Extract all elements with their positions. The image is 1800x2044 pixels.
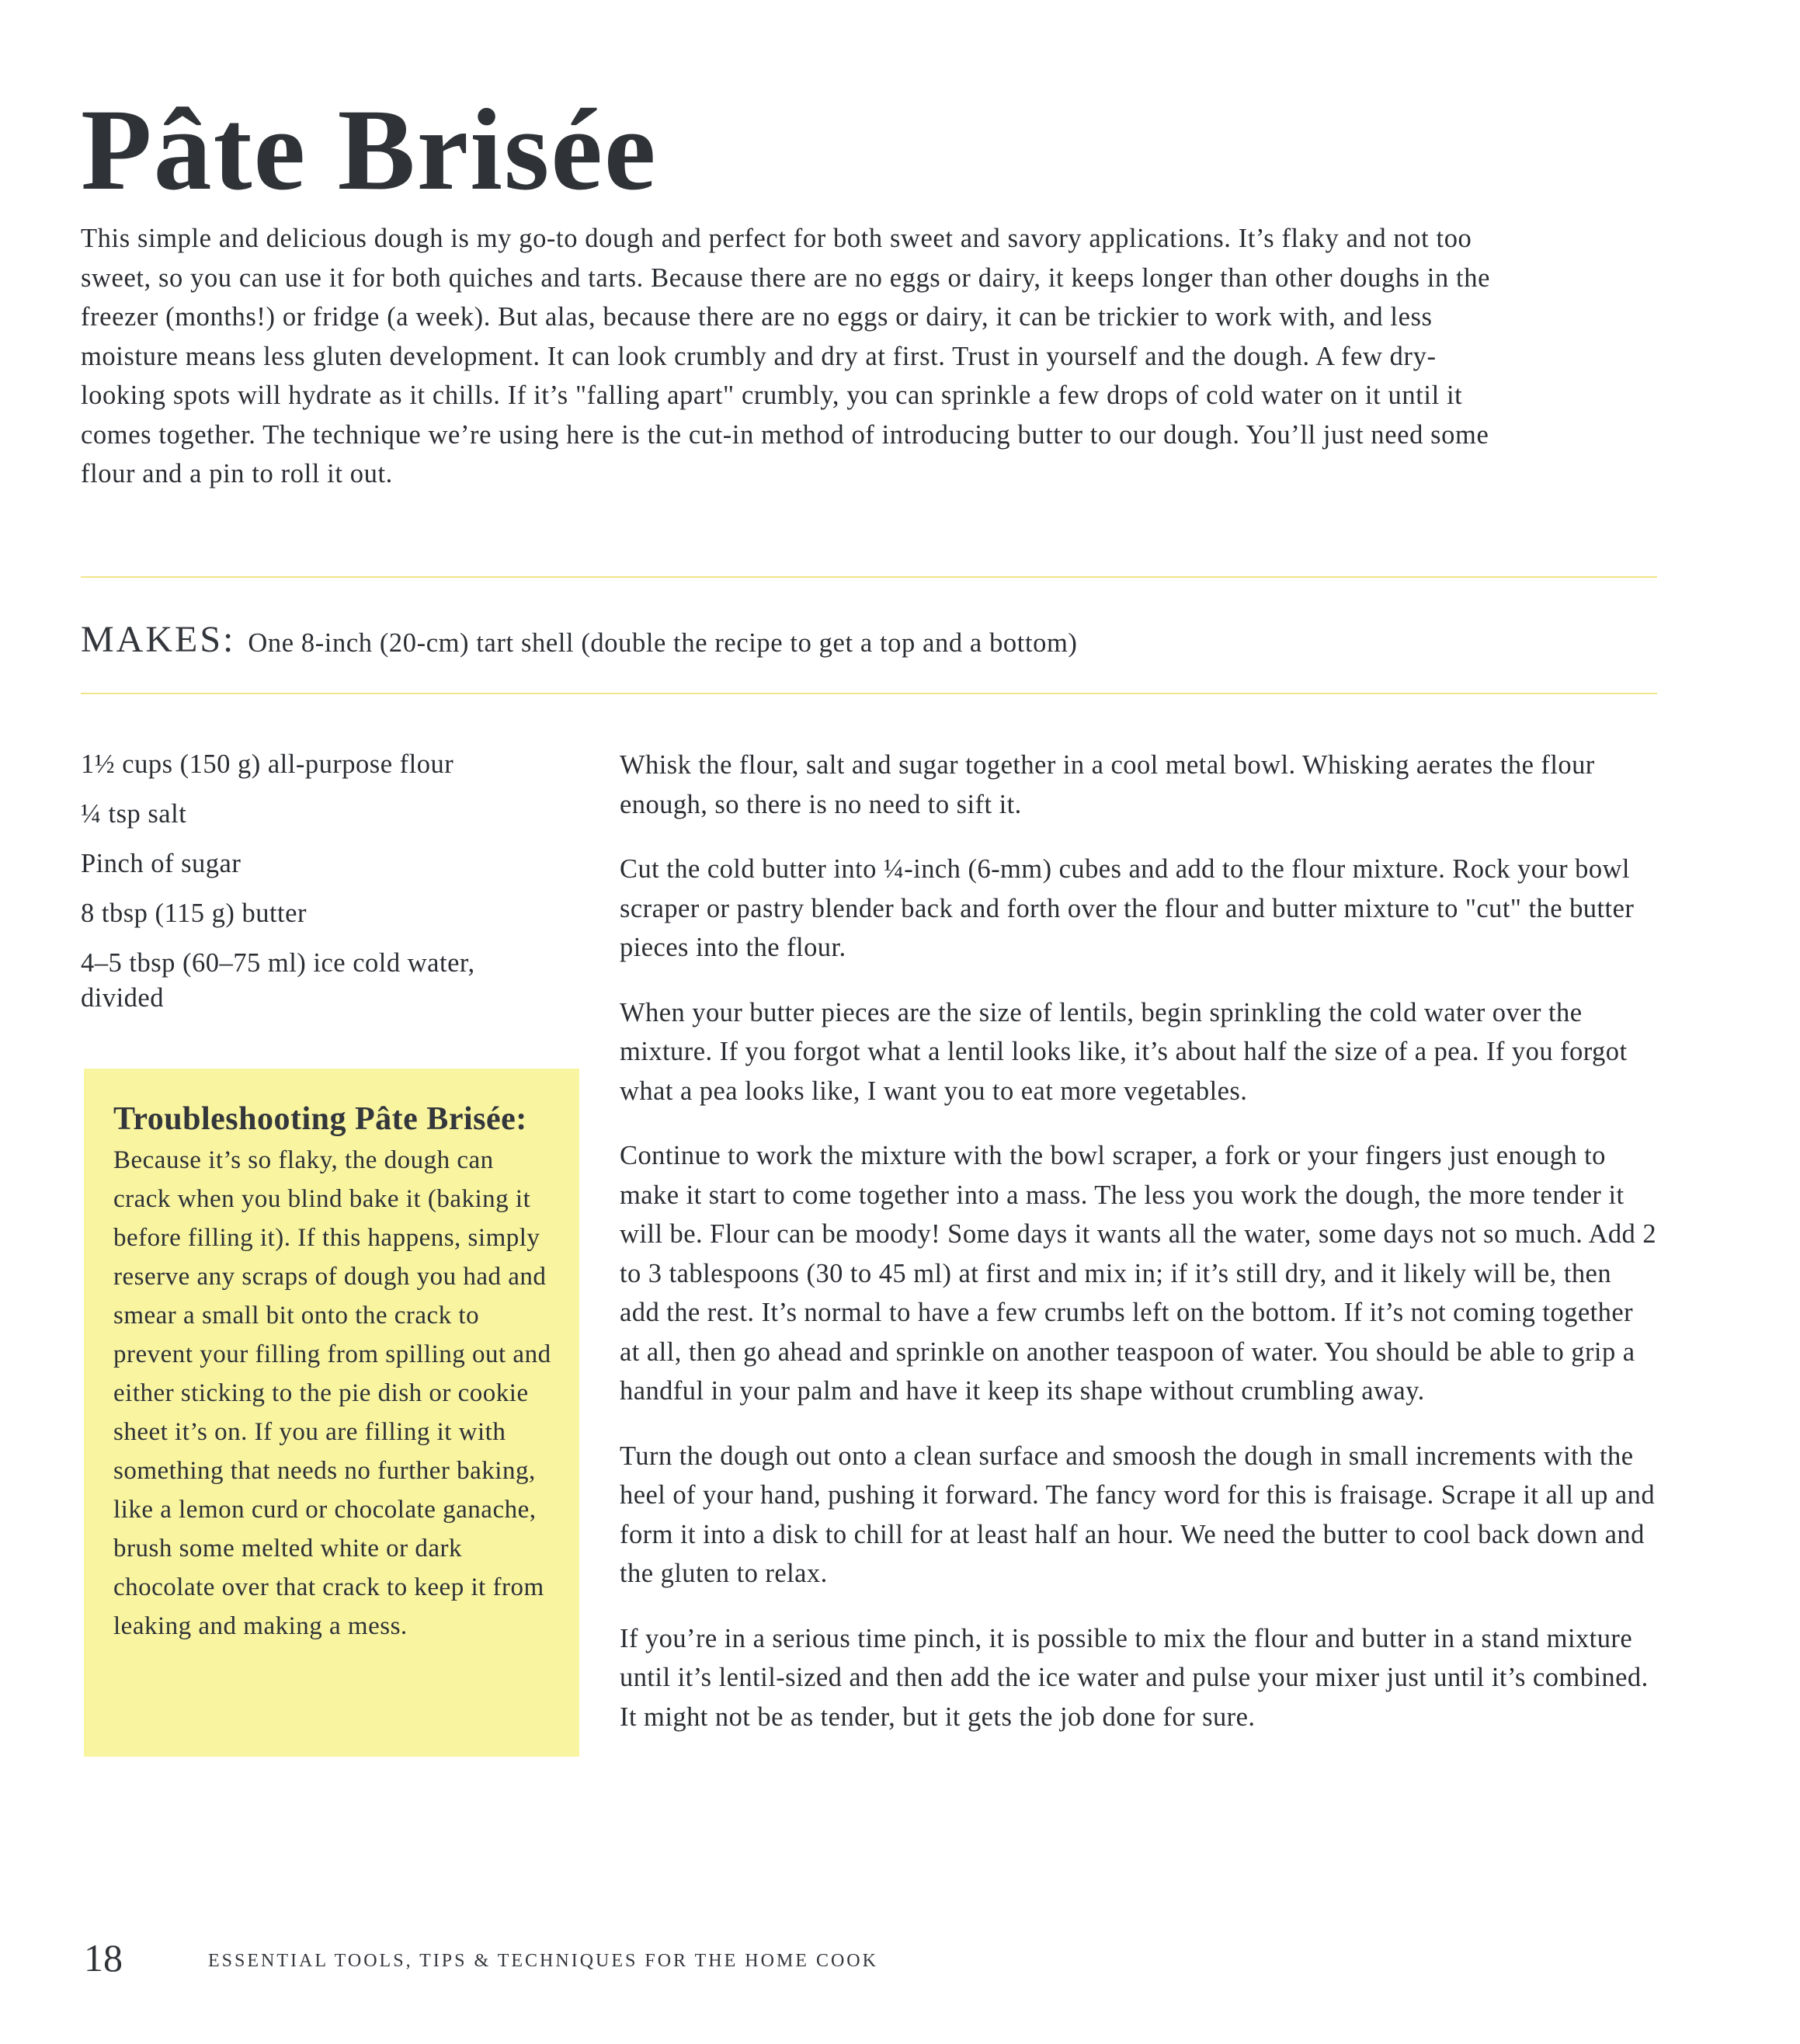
makes-line bbox=[81, 618, 1078, 661]
method-step: Whisk the flour, salt and sugar together in a cool metal bowl. Whisking aerates the flour enough, so there is no need to sift it. bbox=[620, 750, 1595, 819]
ingredient-item: 4–5 tbsp (60–75 ml) ice cold water, divided bbox=[81, 948, 475, 1013]
method-step: Continue to work the mixture with the bowl scraper, a fork or your fingers just enough to make it start to come together into a mass. The less you work the dough, the more tender it will be. Flour can be moody! Some days it wants all the water, some days not so much. Add 2 to 3 tablespoons (30 to 45 ml) at first and mix in; if it’s still dry, and it likely will be, then add the rest. It’s normal to have a few crumbs left on the bottom. If it’s not coming together at all, then go ahead and sprinkle on another teaspoon of water. You should be able to grip a handful in your palm and have it keep its shape without crumbling away. bbox=[620, 1141, 1657, 1406]
ingredient-item: 1½ cups (150 g) all-purpose flour bbox=[81, 749, 454, 779]
running-title: ESSENTIAL TOOLS, TIPS & TECHNIQUES FOR THE HOME COOK bbox=[208, 1951, 878, 1971]
ingredient-item: ¼ tsp salt bbox=[81, 799, 187, 829]
ingredient-list bbox=[81, 747, 562, 1031]
troubleshooting-tip-box bbox=[84, 1069, 579, 1757]
method-step: Cut the cold butter into ¼-inch (6-mm) cubes and add to the flour mixture. Rock your bowl scraper or pastry blender back and forth over the flour and butter mixture to "cut" the butter pieces into the flour. bbox=[620, 854, 1635, 962]
page-number: 18 bbox=[84, 1936, 123, 1980]
ingredient-item: 8 tbsp (115 g) butter bbox=[81, 899, 307, 928]
method-step: If you’re in a serious time pinch, it is possible to mix the flour and butter in a stand mixture until it’s lentil-sized and then add the ice water and pulse your mixer just until it’s combined. It might not be as tender, but it gets the job done for sure. bbox=[620, 1623, 1649, 1732]
top-divider bbox=[81, 576, 1657, 578]
page-footer bbox=[84, 1935, 878, 1980]
method-step: When your butter pieces are the size of lentils, begin sprinkling the cold water over the mixture. If you forgot what a lentil looks like, it’s about half the size of a pea. If you forgot what a pea looks like, I want you to eat more vegetables. bbox=[620, 997, 1628, 1106]
tip-heading: Troubleshooting Pâte Brisée: bbox=[113, 1101, 527, 1137]
ingredient-item: Pinch of sugar bbox=[81, 849, 242, 878]
makes-text: One 8-inch (20-cm) tart shell (double the recipe to get a top and a bottom) bbox=[248, 628, 1078, 658]
tip-text bbox=[113, 1100, 551, 1646]
bottom-divider bbox=[81, 693, 1657, 694]
makes-label: MAKES: bbox=[81, 619, 236, 660]
tip-body: Because it’s so flaky, the dough can crack when you blind bake it (baking it before filling it). If this happens, simply reserve any scraps of dough you had and smear a small bit onto the crack to prevent your filling from spilling out and either sticking to the pie dish or cookie sheet it’s on. If you are filling it with something that needs no further baking, like a lemon curd or chocolate ganache, brush some melted white or dark chocolate over that crack to keep it from leaking and making a mess. bbox=[113, 1146, 551, 1640]
method-step: Turn the dough out onto a clean surface and smoosh the dough in small increments with the heel of your hand, pushing it forward. The fancy word for this is fraisage. Scrape it all up and form it into a disk to chill for at least half an hour. We need the butter to cool back down and the gluten to relax. bbox=[620, 1441, 1656, 1588]
intro-paragraph: This simple and delicious dough is my go-to dough and perfect for both sweet and savory applications. It’s flaky and not too sweet, so you can use it for both quiches and tarts. Because there are no eggs or dairy, it keeps longer than other doughs in the freezer (months!) or fridge (a week). But alas, because there are no eggs or dairy, it can be trickier to work with, and less moisture means less gluten development. It can look crumbly and dry at first. Trust in yourself and the dough. A few dry-looking spots will hydrate as it chills. If it’s "falling apart" crumbly, you can sprinkle a few drops of cold water on it until it comes together. The technique we’re using here is the cut-in method of introducing butter to our dough. You’ll just need some flour and a pin to roll it out. bbox=[81, 224, 1490, 488]
method-steps bbox=[620, 746, 1657, 1762]
page-title: Pâte Brisée bbox=[81, 85, 658, 214]
